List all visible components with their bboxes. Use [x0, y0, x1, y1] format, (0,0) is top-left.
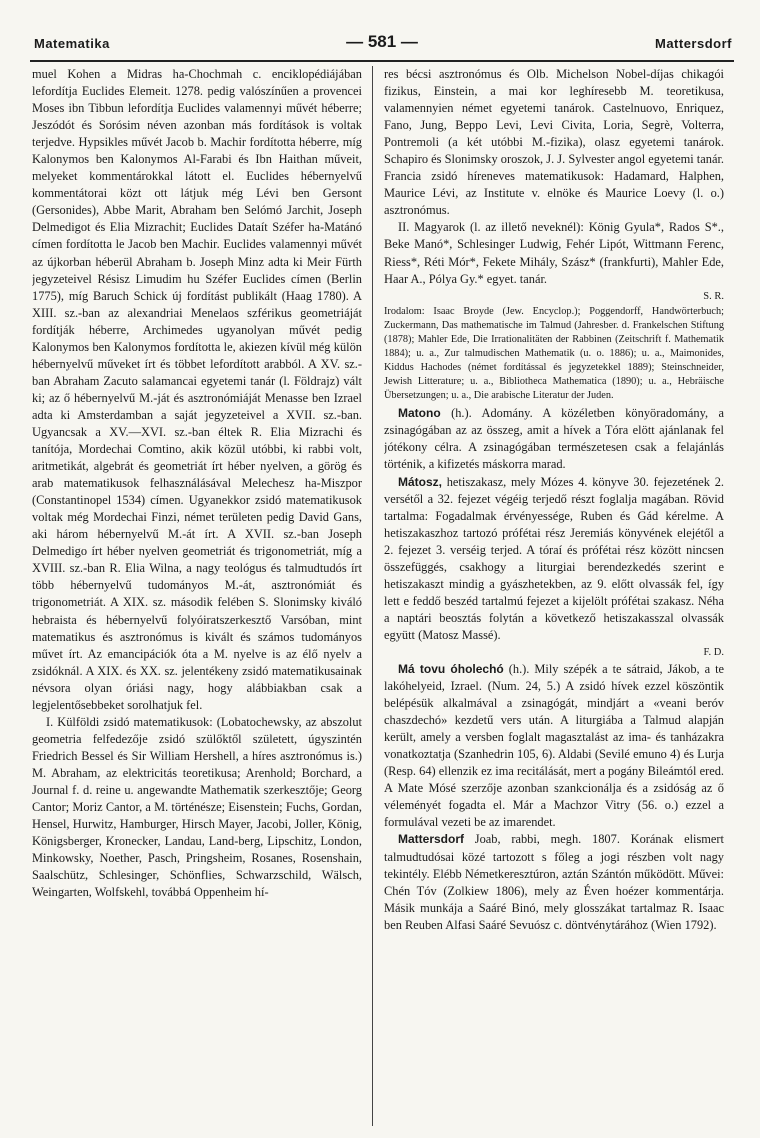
entry-matosz-body: hetiszakasz, mely Mózes 4. könyve 30. fejezetének 2. versétől a 32. fejezet végéig terjedő részt foglalja magában. Rövid tartalma: Fogadalmak érvényessége, Ruben és Gád kérelme. A hetiszakaszhoz tartozó prófétai rész Jeremiás könyvének elejétől a 2. fejezet 3. verséig terjed. A tóraí és prófétai rész között nincsen összefüggés, csakhogy a liturgiai berendezkedés szerint e hetiszakaszt mindig a gyászhetekben, az 9. előtt olvassák fel, így lett e feddő beszéd tartalmú fejezet a kijelölt prófétai szakasz. Néha a naptári beosztás folytán a következő hetiszakasszal olvassák együtt (Matosz Massé).: [384, 474, 724, 642]
header-section-left: Matematika: [34, 36, 110, 51]
entry-matono-body: (h.). Adomány. A közéletben könyöradomány, a zsinagógában az az összeg, amit a hívek a Tóra elött ajánlanak fel jótékony célra. A zsinagógában természetesen csak a felajánlás történik, a kifizetés máskorra marad.: [384, 406, 724, 472]
right-column: [384, 66, 724, 1126]
author-initials-1: S. R.: [703, 290, 724, 302]
entry-mattersdorf-body: Joab, rabbi, megh. 1807. Korának elismert talmudtudósai közé tartozott s főleg a jogi részben volt nagy tekintély. Elébb Németkeresztúron, aztán Szántón működött. Művei: Chén Tóv (Zolkiew 1806), mely az Éven hoézer kommentárja. Másik munkája a Saáré Binó, mely glosszákat tartalmaz R. Isaac ben Reuben Alfasi Saáré Sevuósz c. döntvénytárához (Wien 1792).: [384, 832, 724, 932]
literature-list: Irodalom: Isaac Broyde (Jew. Encyclop.); Poggendorff, Handwörterbuch; Zuckermann, Das mathematische im Talmud (Jahresber. d. Frankelschen Stiftung (1878); Mahler Ede, Die Irrationalitäten der Rabbinen (Zeitschrift f. Mathematik 1884); u. a., Zur talmudischen Mathematik (u. o. 1886); u. a., Maimonides, Kiddus Hachodes (német fordítással és jegyzetekkel 1889); Steinschneider, Jewish Litterature; u. a., Bibliotheca Mathematica (1890); u. a., Hebräische Übersetzungen; u. a., Die arabische Literatur der Juden.: [384, 305, 724, 402]
page-header: [30, 30, 734, 62]
right-paragraph-2: II. Magyarok (l. az illető neveknél): König Gyula*, Rados S*., Beke Manó*, Schlesinger Ludwig, Fehér Lipót, Wittmann Ferenc, Riess*, Réti Mór*, Fekete Mihály, Szász* (frankfurti), Mahler Ede, Haar A., Pólya Gy.* egyet. tanár.: [384, 220, 724, 286]
entry-mattersdorf-head: Mattersdorf: [398, 832, 465, 847]
entry-matovu: [384, 661, 724, 831]
entry-matovu-head: Má tovu óholechó: [398, 662, 504, 677]
left-paragraph-1: muel Kohen a Midras ha-Chochmah c. enciklopédiájában lefordítja Euclides Elemeit. 1278. pedig valószínűen a provencei Moses ibn Tibbun lefordítja Euclides valamennyi művét héberre; Jeszódót és Sorósim néven azonban más fordítások is voltak terjedve. Hypsikles művét Jacob b. Machir fordította héberre, míg Kalonymos ben Kalonymos Al-Farabi és Ibn Haithan műveit, melyeket kommentárokkal látott el. Euclides hébernyelvű kommentátorai közt ott látjuk még Lévi ben Gersont (Gersonides), Abbe Marit, Abraham ben Selómó Jarchit, Joseph Delmedigot és Elia Mizrachit; Euclides Dataít Széfer ha-Matánó címen fordította le Jacob ben Machir. Euclides valamennyi művét az újkorban héberül Abraham b. Joseph Minz adta ki Meir Fürth jegyzeteivel Résisz Limudim hu Széfer Euclides címen (Berlin 1775), míg Baruch Schick új fordítást publikált (Haag 1780). A XIII. sz.-ban az alexandriai Menelaos szférikus geometriáját fordítják héberre, Archimedes ugyanolyan művét pedig Kalonymos ben Kalonymos fordította le, akiezen kívül még külön hébernyelvű műveket írt és többet lefordított arabból. A XV. sz.-ban Abraham Zacuto salamancai egyetemi tanár (l. Földrajz) vált ki; az ő hébernyelvű M.-ját és asztronómiáját Menasse ben Izrael adta ki Amsterdamban a saját jegyzeteivel a XVII. sz.-ban. Ugyancsak a XV.—XVI. sz.-ban éltek R. Elia Mizrachi és tanítója, Mordechai Comtino, akik közül utóbbi, ki rabbi volt, aritmetikát, algebrát és geometriát írt héber nyelven, a görög és arab matematikusok felhasználásával Melechesz ha-Miszpor (Constantinopel 1534) címen. Ugyanekkor zsidó matematikusok voltak még Mordechai Finzi, német területen pedig David Gans, aki három hébernyelvű M.-át írt. A XVII. sz.-ban Joseph Delmedigo írt héber nyelven geometriát és trigonometriát, míg a XVIII. sz.-ban R. Elia Wilna, a nagy teológus és talmudtudós írt több hébernyelvű tudományos M.-át, asztronómiát és trigonometriát. A XIX. sz. második felében S. Slonimsky kiváló hebraista és hébernyelvű folyóiratszerkesztő Varsóban, mint matematikus és asztronómus is kivált és számos tudományos művet írt. Az emancipációk óta a M. nyelve is az élő nyelv a zsidóknál. A XIX. és XX. sz. jelentékeny zsidó matematikusainak névsora olyan óriási nagy, hogy alábbiakban csak a legjelentősebbeket sorolhatjuk fel.: [32, 67, 362, 712]
right-paragraph-1: res bécsi asztronómus és Olb. Michelson Nobel-díjas chikagói fizikus, Einstein, a mai kor leghíresebb M. teoretikusa, valamennyien német egyetemi tanárok. Castelnuovo, Enriquez, Fano, Jung, Beppo Levi, Levi Civita, Loria, Segrè, Volterra, Pontremoli (a két utóbbi M.-fizika), olasz egyetemi tanárok. Schapiro és Slonimsky oroszok, J. J. Sylvester angol egyetemi tanár. Francia zsidó híreneves matematikusok: Hadamard, Halphen, Maurice Lévi, az Institute v. elnöke és Maurice Loevy (l. o.) asztronómus.: [384, 67, 724, 218]
entry-matono: [384, 405, 724, 473]
entry-matovu-body: (h.). Mily szépék a te sátraid, Jákob, a te lakóhelyeid, Izrael. (Num. 24, 5.) A zsidó hívek ezzel köszöntik belépésük alkalmával a zsinagógát, mindjárt a «veani beróv chaszdechó» kezdetű vers után. A liturgiába a Talmud alapján került, amely a versben foglalt magasztalást az ima- és tanházakra vonatkoztatja (Szanhedrin 105, 6). Aldabi (Sevilé emuno 4) és Lurja (Resp. 64) ellenzik ez ima recitálását, mert a pogány Bileámtól ered. A Mate Mósé szerzője azonban szankcionálja és a zsidóság az ő véleményét fogadta el. Már a Machzor Vitry (56. o.) ezzel a formulával vezeti be az imarendet.: [384, 662, 724, 830]
page-number: — 581 —: [346, 32, 418, 51]
entry-matosz: [384, 474, 724, 644]
column-divider: [372, 66, 373, 1126]
left-column: [32, 66, 362, 1126]
entry-matosz-head: Mátosz,: [398, 474, 443, 489]
header-section-right: Mattersdorf: [654, 36, 732, 51]
entry-matono-head: Matono: [398, 406, 441, 421]
entry-mattersdorf: [384, 831, 724, 933]
author-initials-2: F. D.: [703, 646, 724, 658]
left-paragraph-2: I. Külföldi zsidó matematikusok: (Lobatochewsky, az abszolut geometria felfedezője zsidó szülőktől született, úgyszintén Friedrich Bessel és Sir William Hershell, a híres asztronómus is.) M. Abraham, az elektricitás teoretikusa; Arenhold; Borchard, a Journal f. d. reine u. angewandte Mathematik szerkesztője; Georg Cantor; Moriz Cantor, a M. történésze; Eisenstein; Fuchs, Gordan, Hensel, Hurwitz, Hamburger, Hirsch Mayer, Jacobi, Joller, König, Königsberger, Kronecker, Landau, Land-berg, Lipschitz, London, Minkowsky, Noether, Pasch, Pringsheim, Rosanes, Rosenshain, Saalschütz, Schlesinger, Schönflies, Schwarzschild, Wälsch, Weingarten, Wolfskehl, továbbá Oppenheim hí-: [32, 714, 362, 900]
